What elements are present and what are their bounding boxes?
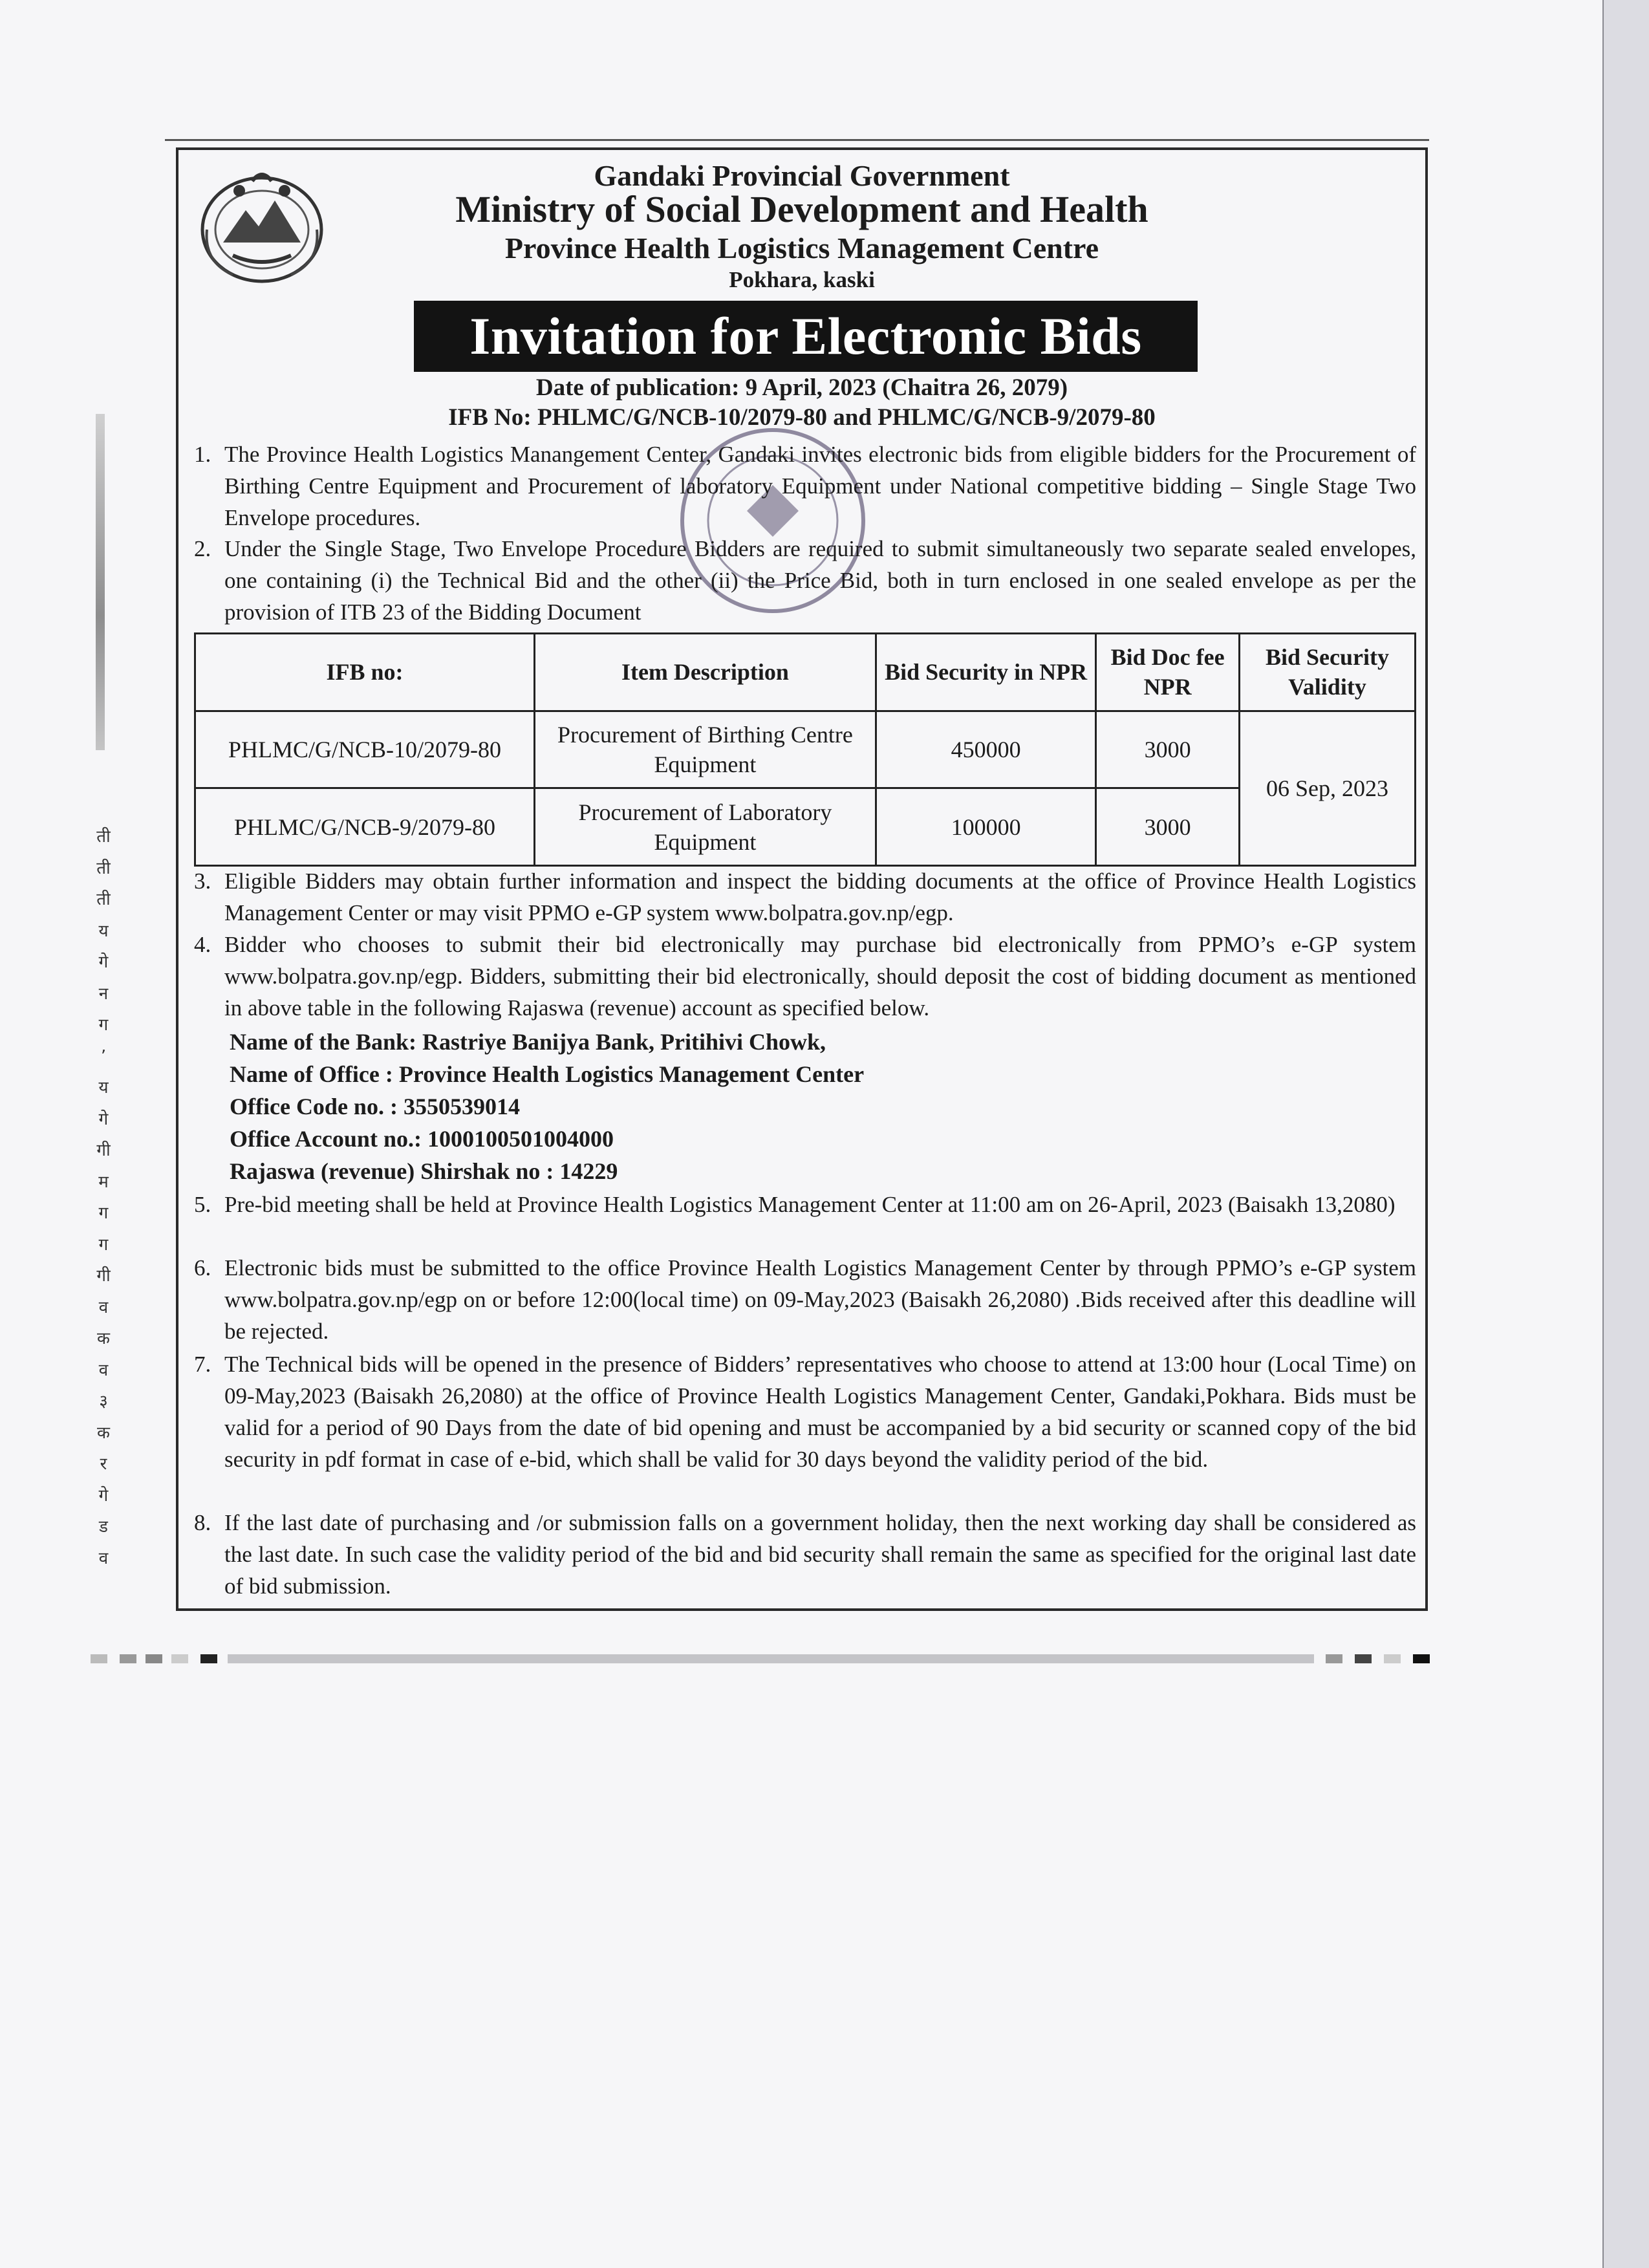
cell-item: Procurement of Birthing Centre Equipment [535, 711, 876, 788]
paragraph-7-number: 7. [194, 1352, 211, 1377]
paragraph-4-number: 4. [194, 932, 211, 957]
centre-heading: Province Health Logistics Management Centre [504, 232, 1099, 265]
location-heading: Pokhara, kaski [729, 267, 875, 292]
table-header-row [195, 634, 1416, 711]
margin-glyph: गी [96, 1141, 111, 1160]
margin-glyph: ती [96, 890, 111, 909]
margin-glyph: र [100, 1454, 107, 1474]
margin-glyph: व [98, 1360, 109, 1380]
paragraph-8-text: If the last date of purchasing and /or submission falls on a government holiday, then the next working day shall be considered as the last date. In such case the validity period of the bid and bid security shall remain the same as specified for the original last date of bid submission. [224, 1510, 1416, 1599]
paragraph-4 [194, 929, 1416, 1024]
col-header-fee: Bid Doc fee NPR [1096, 634, 1240, 711]
government-heading: Gandaki Provincial Government [594, 159, 1010, 192]
paragraph-7 [194, 1348, 1416, 1475]
paragraph-5-number: 5. [194, 1192, 211, 1217]
paragraph-8 [194, 1507, 1416, 1602]
margin-glyph: ’ [100, 1046, 107, 1066]
margin-glyph: व [98, 1548, 109, 1568]
paragraph-3-number: 3. [194, 869, 211, 894]
margin-glyph: गी [96, 1266, 111, 1286]
col-header-security: Bid Security in NPR [876, 634, 1095, 711]
paragraph-6-number: 6. [194, 1255, 211, 1280]
footer-rule [228, 1654, 1314, 1663]
margin-glyph: ग [98, 1015, 109, 1035]
margin-glyph: न [98, 984, 109, 1004]
office-account: Office Account no.: 1000100501004000 [230, 1126, 614, 1152]
bleed-through-margin-text [91, 821, 116, 1574]
footer-dash [1355, 1654, 1372, 1663]
paragraph-3 [194, 865, 1416, 929]
paragraph-5-text: Pre-bid meeting shall be held at Province Health Logistics Management Center at 11:00 am on 26-April, 2023 (Baisakh 13,2080) [224, 1192, 1396, 1217]
margin-glyph: य [98, 1078, 109, 1097]
footer-dash [1384, 1654, 1401, 1663]
margin-glyph: ती [96, 827, 111, 847]
footer-dash [200, 1654, 217, 1663]
cell-security: 450000 [876, 711, 1095, 788]
margin-glyph: य [98, 921, 109, 941]
bid-details-table [194, 632, 1416, 867]
margin-glyph: क [97, 1423, 110, 1443]
outer-frame-top [165, 139, 1429, 141]
paragraph-1-text: The Province Health Logistics Manangement Center, Gandaki invites electronic bids from eligible bidders for the Procurement of Birthing Centre Equipment and Procurement of laboratory Equipment under National competitive bidding – Single Stage Two Envelope procedures. [224, 442, 1416, 530]
margin-glyph: गे [98, 1109, 109, 1129]
paragraph-2-number: 2. [194, 536, 211, 561]
margin-glyph: गे [98, 1485, 109, 1506]
paragraph-2 [194, 533, 1416, 628]
table-row [195, 788, 1416, 866]
margin-glyph: ग [98, 1235, 109, 1255]
paragraph-7-text: The Technical bids will be opened in the presence of Bidders’ representatives who choose to attend at 13:00 hour (Local Time) on 09-May,2023 (Baisakh 26,2080) at the office of Province Health Logistics Management Center, Gandaki,Pokhara. Bids must be valid for a period of 90 Days from the date of bid opening and must be accompanied by a bid security or scanned copy of the bid security in pdf format in case of e-bid, which shall be valid for 30 days beyond the validity period of the bid. [224, 1352, 1416, 1472]
paragraph-6-text: Electronic bids must be submitted to the office Province Health Logistics Management Center by through PPMO’s e-GP system www.bolpatra.gov.np/egp on or before 12:00(local time) on 09-May,2023 (Baisakh 26,2080) .Bids received after this deadline will be rejected. [224, 1255, 1416, 1344]
paragraph-1-number: 1. [194, 442, 211, 467]
publication-date: Date of publication: 9 April, 2023 (Chaitra 26, 2079) [535, 374, 1068, 401]
footer-dash [171, 1654, 188, 1663]
paragraph-2-text: Under the Single Stage, Two Envelope Procedure Bidders are required to submit simultaneously two separate sealed envelopes, one containing (i) the Technical Bid and the other (ii) the Price Bid, both in turn enclosed in one sealed envelope as per the provision of ITB 23 of the Bidding Document [224, 536, 1416, 625]
margin-glyph: गे [98, 953, 109, 972]
revenue-shirshak: Rajaswa (revenue) Shirshak no : 14229 [230, 1158, 618, 1184]
col-header-validity: Bid Security Validity [1239, 634, 1415, 711]
margin-glyph: क [97, 1329, 110, 1348]
footer-dash [120, 1654, 136, 1663]
paragraph-5 [194, 1189, 1416, 1220]
cell-validity: 06 Sep, 2023 [1239, 711, 1415, 865]
office-code: Office Code no. : 3550539014 [230, 1094, 520, 1119]
scanner-bed-edge [1604, 0, 1649, 2268]
margin-glyph: ३ [99, 1392, 108, 1411]
cell-ifb: PHLMC/G/NCB-9/2079-80 [195, 788, 535, 866]
paragraph-6 [194, 1252, 1416, 1347]
margin-glyph: व [98, 1297, 109, 1317]
cell-fee: 3000 [1096, 788, 1240, 866]
footer-dash [146, 1654, 162, 1663]
col-header-item: Item Description [535, 634, 876, 711]
nepal-emblem-icon [194, 165, 330, 288]
cell-ifb: PHLMC/G/NCB-10/2079-80 [195, 711, 535, 788]
page-title: Invitation for Electronic Bids [414, 301, 1198, 372]
cell-item: Procurement of Laboratory Equipment [535, 788, 876, 866]
paragraph-1 [194, 438, 1416, 534]
footer-dash [1413, 1654, 1430, 1663]
ministry-heading: Ministry of Social Development and Health [455, 188, 1148, 230]
col-header-ifb: IFB no: [195, 634, 535, 711]
ifb-number-line: IFB No: PHLMC/G/NCB-10/2079-80 and PHLMC/G/NCB-9/2079-80 [448, 404, 1156, 431]
margin-glyph: म [98, 1172, 109, 1192]
paragraph-3-text: Eligible Bidders may obtain further information and inspect the bidding documents at the office of Province Health Logistics Management Center or may visit PPMO e-GP system www.bolpatra.gov.np/egp. [224, 869, 1416, 925]
paragraph-8-number: 8. [194, 1510, 211, 1535]
paragraph-4-text: Bidder who chooses to submit their bid electronically may purchase bid electronically from PPMO’s e-GP system www.bolpatra.gov.np/egp. Bidders, submitting their bid electronically, should deposit the cost of bidding document as mentioned in above table in the following Rajaswa (revenue) account as specified below. [224, 932, 1416, 1021]
margin-glyph: ड [99, 1517, 108, 1537]
margin-glyph: ती [96, 858, 111, 878]
footer-dash [1326, 1654, 1342, 1663]
bank-name: Name of the Bank: Rastriye Banijya Bank, Pritihivi Chowk, [230, 1029, 826, 1055]
office-name: Name of Office : Province Health Logistics Management Center [230, 1061, 865, 1087]
cell-security: 100000 [876, 788, 1095, 866]
margin-glyph: ग [98, 1204, 109, 1223]
cell-fee: 3000 [1096, 711, 1240, 788]
scan-margin-artifact [96, 414, 105, 750]
table-row [195, 711, 1416, 788]
footer-dash [91, 1654, 107, 1663]
